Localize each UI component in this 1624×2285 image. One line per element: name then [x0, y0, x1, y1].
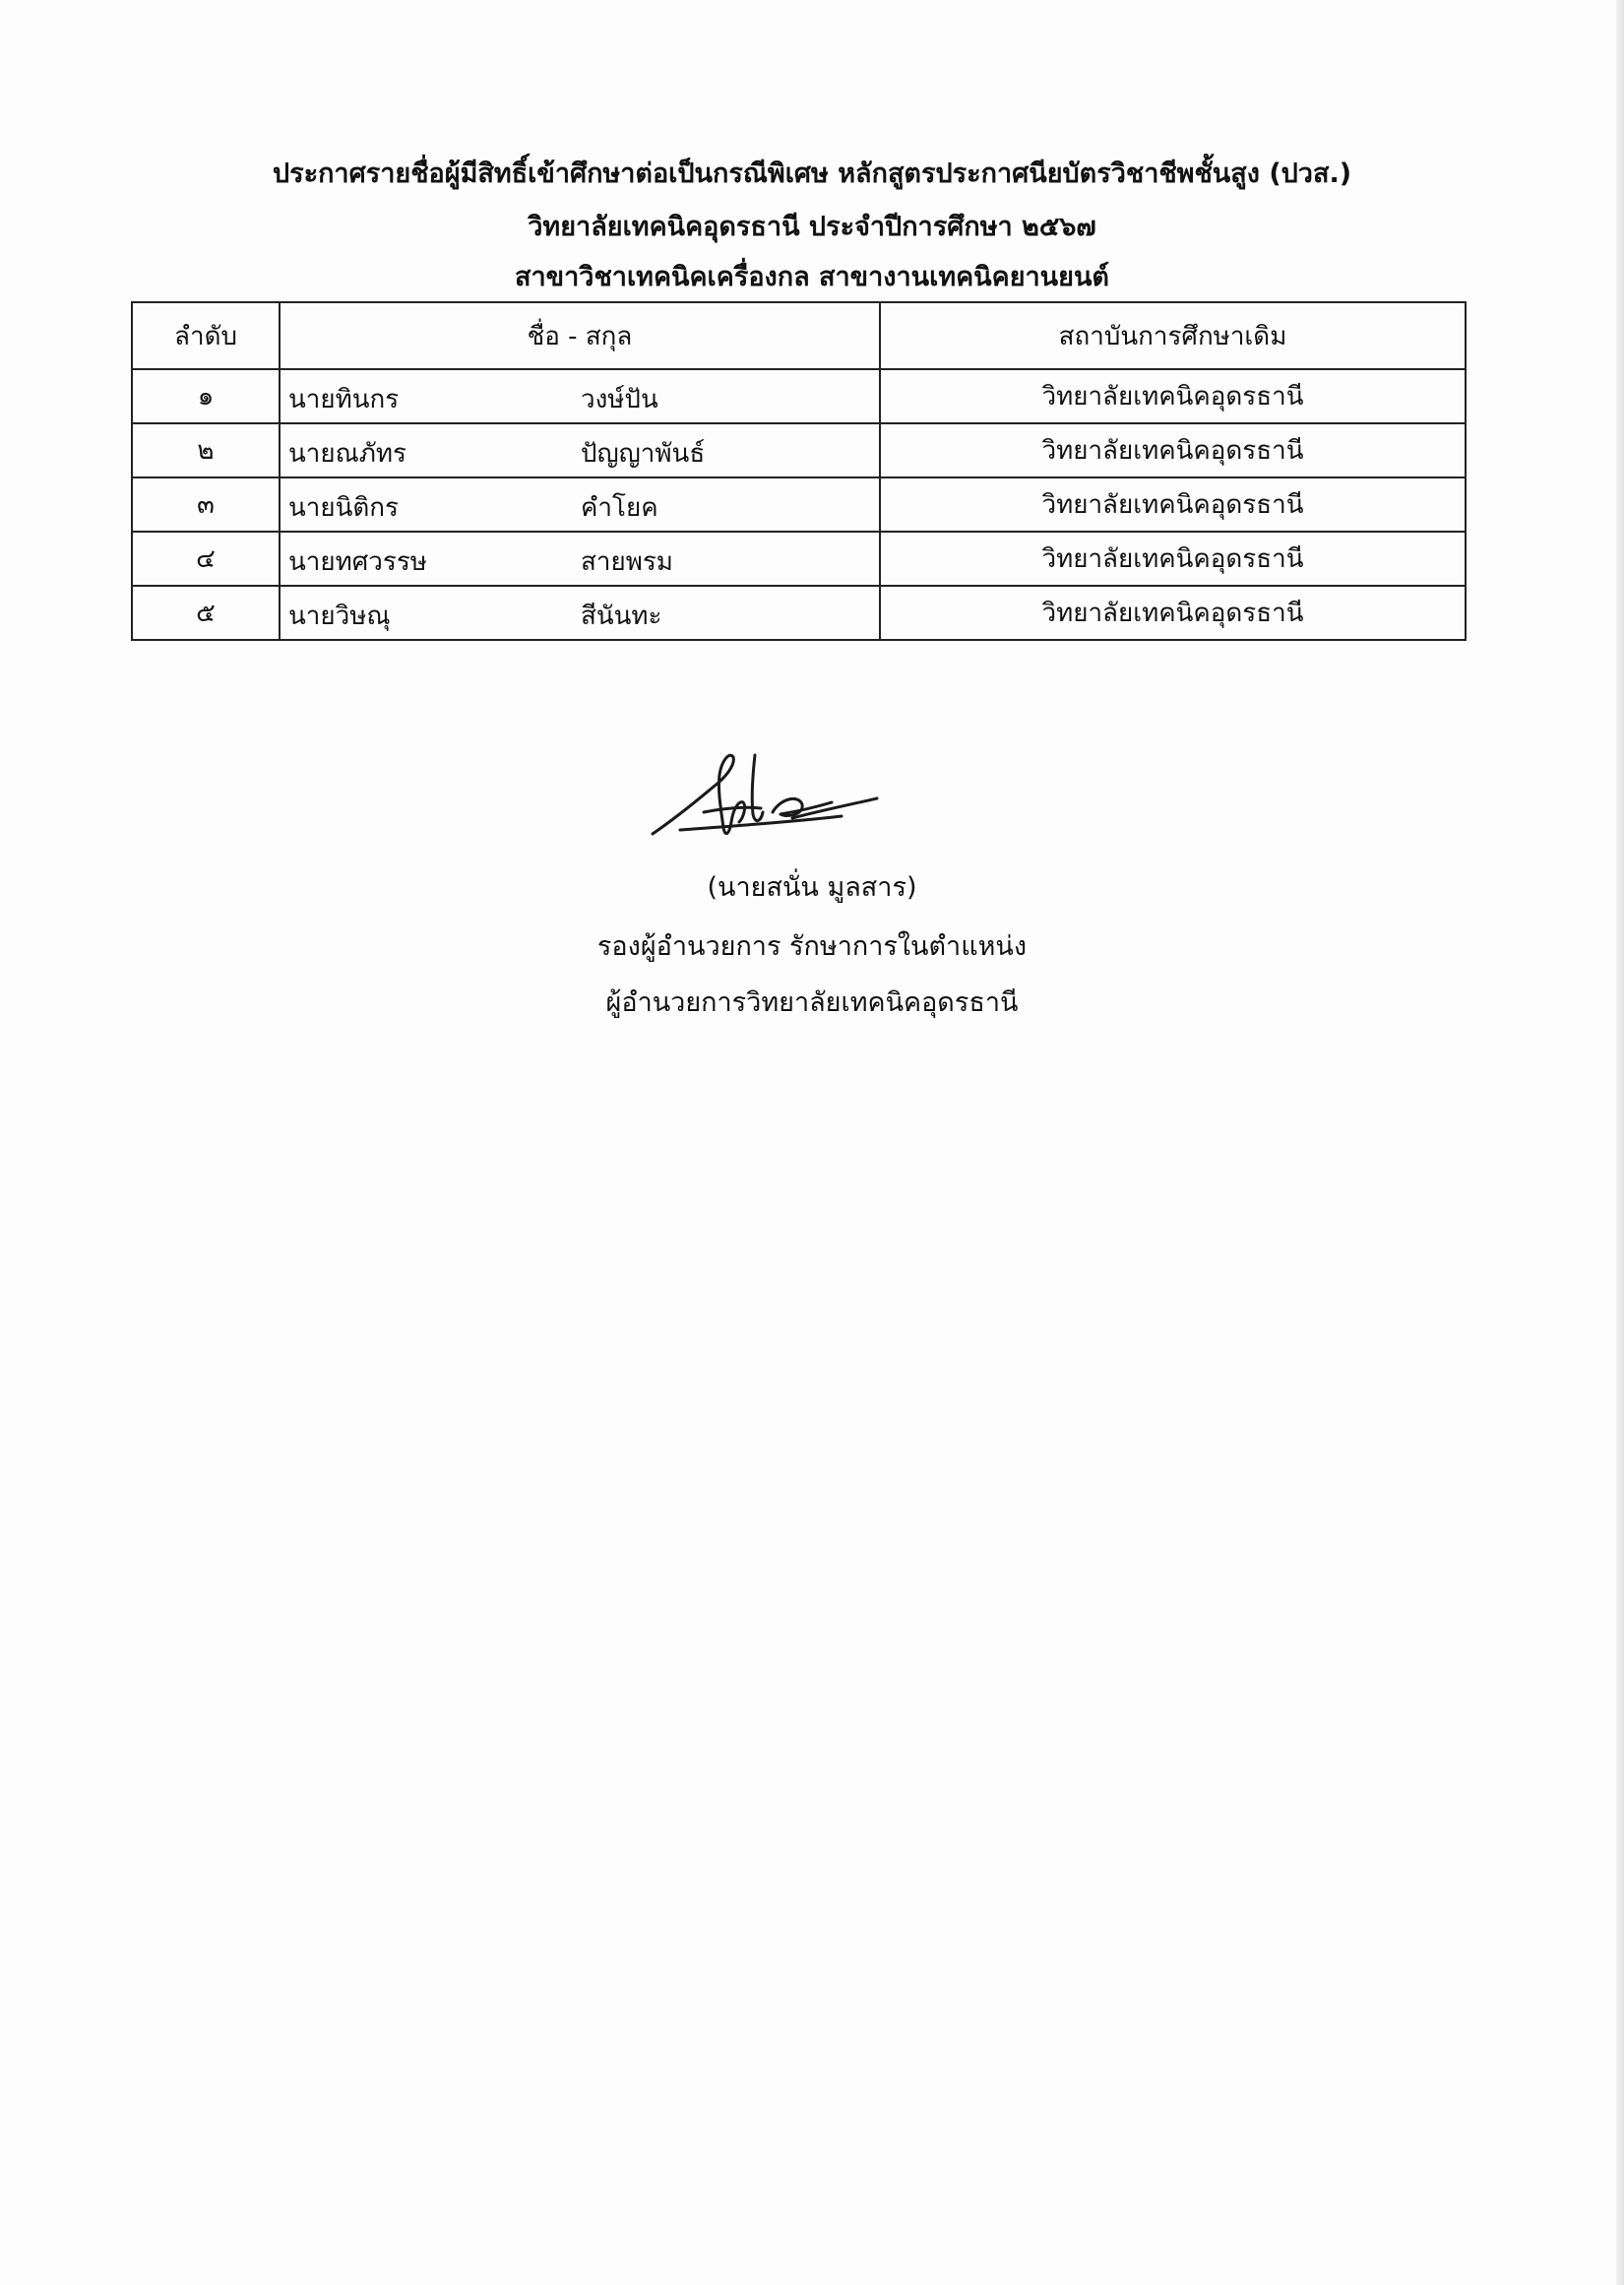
last-name: สายพรม — [581, 547, 673, 577]
table-row — [132, 369, 1466, 423]
first-name: นายวิษณุ — [288, 602, 391, 631]
row-name — [280, 369, 880, 423]
first-name: นายนิติกร — [288, 493, 399, 523]
row-name — [280, 586, 880, 640]
header-order: ลำดับ — [132, 302, 280, 369]
last-name: สีนันทะ — [581, 602, 662, 631]
first-name: นายทศวรรษ — [288, 547, 427, 577]
row-order: ๕ — [132, 586, 280, 640]
signatory-title: ผู้อำนวยการวิทยาลัยเทคนิคอุดรธานี — [605, 987, 1019, 1018]
student-list-table — [131, 301, 1467, 641]
handwritten-signature — [645, 743, 881, 852]
row-order: ๒ — [132, 423, 280, 477]
program-subtitle: สาขาวิชาเทคนิคเครื่องกล สาขางานเทคนิคยานยนต์ — [515, 262, 1109, 292]
last-name: ปัญญาพันธ์ — [581, 439, 706, 469]
signatory-name: (นายสนั่น มูลสาร) — [707, 872, 917, 903]
row-institution: วิทยาลัยเทคนิคอุดรธานี — [880, 477, 1466, 532]
last-name: วงษ์ปัน — [581, 385, 658, 414]
row-institution: วิทยาลัยเทคนิคอุดรธานี — [880, 586, 1466, 640]
college-and-year: วิทยาลัยเทคนิคอุดรธานี ประจำปีการศึกษา ๒๕๖๗ — [528, 212, 1096, 242]
page-edge-shadow — [1616, 0, 1624, 2285]
table-row — [132, 532, 1466, 586]
row-order: ๓ — [132, 477, 280, 532]
row-order: ๔ — [132, 532, 280, 586]
row-order: ๑ — [132, 369, 280, 423]
signatory-position: รองผู้อำนวยการ รักษาการในตำแหน่ง — [596, 931, 1028, 962]
first-name: นายณภัทร — [288, 439, 406, 469]
first-name: นายทินกร — [288, 385, 400, 414]
announcement-title: ประกาศรายชื่อผู้มีสิทธิ์เข้าศึกษาต่อเป็นกรณีพิเศษ หลักสูตรประกาศนียบัตรวิชาชีพชั้นสูง (ปวส.) — [272, 159, 1352, 189]
table-row — [132, 586, 1466, 640]
row-name — [280, 532, 880, 586]
row-institution: วิทยาลัยเทคนิคอุดรธานี — [880, 369, 1466, 423]
header-name: ชื่อ - สกุล — [280, 302, 880, 369]
row-name — [280, 423, 880, 477]
table-header-row — [132, 302, 1466, 369]
row-institution: วิทยาลัยเทคนิคอุดรธานี — [880, 423, 1466, 477]
row-institution: วิทยาลัยเทคนิคอุดรธานี — [880, 532, 1466, 586]
header-institution: สถาบันการศึกษาเดิม — [880, 302, 1466, 369]
row-name — [280, 477, 880, 532]
table-row — [132, 423, 1466, 477]
table-row — [132, 477, 1466, 532]
last-name: คำโยค — [581, 493, 658, 523]
